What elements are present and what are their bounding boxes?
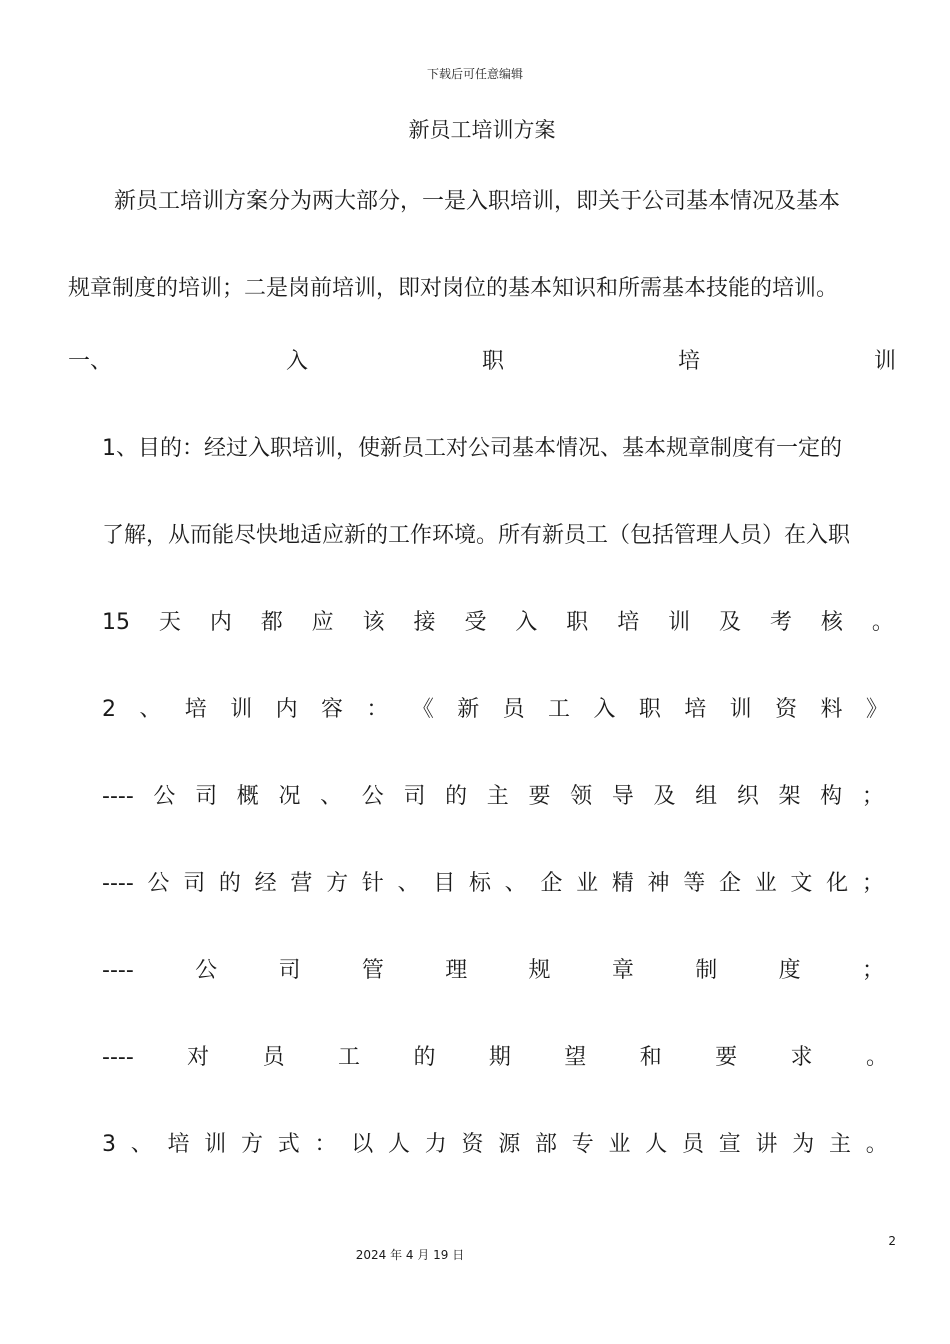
text-token: 接 bbox=[413, 610, 436, 635]
text-token: ； bbox=[861, 784, 884, 809]
text-token: 训 bbox=[729, 697, 752, 722]
text-token: ---- bbox=[102, 784, 134, 809]
text-token: 职 bbox=[566, 610, 589, 635]
purpose-line-2: 了解，从而能尽快地适应新的工作环境。所有新员工（包括管理人员）在入职 bbox=[102, 523, 851, 548]
text-token: 该 bbox=[362, 610, 385, 635]
text-token: 公 bbox=[147, 871, 170, 896]
text-token: 方 bbox=[240, 1132, 263, 1157]
content-bullet-1 bbox=[102, 779, 884, 815]
footer-date: 2024 年 4 月 19 日 bbox=[355, 1248, 465, 1262]
text-token: 业 bbox=[608, 1132, 631, 1157]
text-token: 构 bbox=[820, 784, 843, 809]
text-token: 主 bbox=[828, 1132, 851, 1157]
text-token: 核 bbox=[820, 610, 843, 635]
text-token: 3 bbox=[102, 1132, 116, 1157]
text-token: 容 bbox=[321, 697, 344, 722]
text-token: 训 bbox=[668, 610, 691, 635]
text-token: 职 bbox=[481, 349, 504, 374]
text-token: 司 bbox=[403, 784, 426, 809]
text-token: 方 bbox=[326, 871, 349, 896]
text-token: 应 bbox=[311, 610, 334, 635]
intro-line-1: 新员工培训方案分为两大部分，一是入职培训，即关于公司基本情况及基本 bbox=[114, 189, 841, 214]
text-token: 企 bbox=[718, 871, 741, 896]
text-token: 业 bbox=[576, 871, 599, 896]
text-token: 章 bbox=[611, 958, 634, 983]
text-token: 、 bbox=[139, 697, 162, 722]
text-token: 料 bbox=[820, 697, 843, 722]
document-title: 新员工培训方案 bbox=[408, 118, 556, 142]
text-token: 等 bbox=[683, 871, 706, 896]
text-token: 资 bbox=[461, 1132, 484, 1157]
text-token: 内 bbox=[209, 610, 232, 635]
text-token: 、 bbox=[130, 1132, 153, 1157]
text-token: 员 bbox=[262, 1045, 285, 1070]
text-token: 神 bbox=[647, 871, 670, 896]
text-token: 培 bbox=[167, 1132, 190, 1157]
text-token: 针 bbox=[361, 871, 384, 896]
text-token: 主 bbox=[486, 784, 509, 809]
text-token: 司 bbox=[195, 784, 218, 809]
text-token: 人 bbox=[387, 1132, 410, 1157]
text-token: 培 bbox=[684, 697, 707, 722]
text-token: ： bbox=[366, 697, 389, 722]
page-number: 2 bbox=[888, 1234, 896, 1248]
text-token: 对 bbox=[187, 1045, 210, 1070]
text-token: 经 bbox=[254, 871, 277, 896]
text-token: 一、 bbox=[68, 349, 113, 374]
text-token: 企 bbox=[540, 871, 563, 896]
text-token: ； bbox=[861, 871, 884, 896]
content-bullet-2 bbox=[102, 866, 884, 902]
text-token: 公 bbox=[195, 958, 218, 983]
text-token: 导 bbox=[611, 784, 634, 809]
text-token: 入 bbox=[515, 610, 538, 635]
text-token: ； bbox=[861, 958, 884, 983]
content-bullet-4 bbox=[102, 1040, 888, 1076]
text-token: 理 bbox=[445, 958, 468, 983]
text-token: 要 bbox=[715, 1045, 738, 1070]
text-token: 架 bbox=[778, 784, 801, 809]
text-token: 培 bbox=[677, 349, 700, 374]
text-token: 源 bbox=[498, 1132, 521, 1157]
text-token: 训 bbox=[873, 349, 896, 374]
text-token: 化 bbox=[826, 871, 849, 896]
text-token: 工 bbox=[338, 1045, 361, 1070]
text-token: 培 bbox=[617, 610, 640, 635]
text-token: 资 bbox=[775, 697, 798, 722]
text-token: 的 bbox=[413, 1045, 436, 1070]
text-token: 宣 bbox=[718, 1132, 741, 1157]
text-token: 标 bbox=[468, 871, 491, 896]
text-token: 入 bbox=[593, 697, 616, 722]
content-bullet-3 bbox=[102, 953, 884, 989]
text-token: 、 bbox=[320, 784, 343, 809]
text-token: 15 bbox=[102, 610, 130, 635]
text-token: ---- bbox=[102, 871, 134, 896]
text-token: 专 bbox=[571, 1132, 594, 1157]
text-token: 营 bbox=[290, 871, 313, 896]
text-token: 训 bbox=[204, 1132, 227, 1157]
text-token: 要 bbox=[528, 784, 551, 809]
text-token: 天 bbox=[158, 610, 181, 635]
text-token: 的 bbox=[445, 784, 468, 809]
page-header: 下载后可任意编辑 bbox=[426, 67, 523, 81]
text-token: 精 bbox=[611, 871, 634, 896]
text-token: 力 bbox=[424, 1132, 447, 1157]
text-token: 目 bbox=[433, 871, 456, 896]
text-token: 培 bbox=[184, 697, 207, 722]
text-token: ： bbox=[314, 1132, 337, 1157]
text-token: 以 bbox=[351, 1132, 374, 1157]
text-token: 公 bbox=[153, 784, 176, 809]
text-token: 入 bbox=[285, 349, 308, 374]
text-token: 及 bbox=[653, 784, 676, 809]
text-token: 织 bbox=[736, 784, 759, 809]
text-token: 。 bbox=[871, 610, 894, 635]
text-token: 望 bbox=[564, 1045, 587, 1070]
section-heading bbox=[68, 344, 896, 380]
text-token: 。 bbox=[865, 1045, 888, 1070]
text-token: 文 bbox=[790, 871, 813, 896]
text-token: 组 bbox=[695, 784, 718, 809]
text-token: 新 bbox=[457, 697, 480, 722]
text-token: 讲 bbox=[755, 1132, 778, 1157]
method-line bbox=[102, 1127, 888, 1163]
text-token: 2 bbox=[102, 697, 116, 722]
text-token: ---- bbox=[102, 958, 134, 983]
text-token: 制 bbox=[695, 958, 718, 983]
purpose-line-3 bbox=[102, 605, 894, 641]
text-token: 业 bbox=[754, 871, 777, 896]
text-token: 式 bbox=[277, 1132, 300, 1157]
text-token: 及 bbox=[719, 610, 742, 635]
text-token: 人 bbox=[645, 1132, 668, 1157]
text-token: 规 bbox=[528, 958, 551, 983]
text-token: 、 bbox=[504, 871, 527, 896]
text-token: 的 bbox=[218, 871, 241, 896]
text-token: 求 bbox=[790, 1045, 813, 1070]
text-token: 司 bbox=[278, 958, 301, 983]
text-token: 管 bbox=[361, 958, 384, 983]
text-token: 员 bbox=[502, 697, 525, 722]
text-token: 职 bbox=[638, 697, 661, 722]
text-token: 内 bbox=[275, 697, 298, 722]
text-token: 受 bbox=[464, 610, 487, 635]
text-token: 训 bbox=[230, 697, 253, 722]
text-token: 司 bbox=[183, 871, 206, 896]
purpose-line-1: 1、目的：经过入职培训，使新员工对公司基本情况、基本规章制度有一定的 bbox=[102, 436, 842, 461]
text-token: 工 bbox=[548, 697, 571, 722]
text-token: 》 bbox=[865, 697, 888, 722]
text-token: 公 bbox=[361, 784, 384, 809]
text-token: 。 bbox=[865, 1132, 888, 1157]
text-token: 、 bbox=[397, 871, 420, 896]
text-token: 和 bbox=[639, 1045, 662, 1070]
text-token: 况 bbox=[278, 784, 301, 809]
content-heading bbox=[102, 692, 888, 728]
text-token: 部 bbox=[534, 1132, 557, 1157]
text-token: 期 bbox=[488, 1045, 511, 1070]
text-token: 度 bbox=[778, 958, 801, 983]
text-token: ---- bbox=[102, 1045, 134, 1070]
intro-line-2: 规章制度的培训；二是岗前培训，即对岗位的基本知识和所需基本技能的培训。 bbox=[68, 276, 839, 301]
text-token: 为 bbox=[792, 1132, 815, 1157]
text-token: 员 bbox=[681, 1132, 704, 1157]
text-token: 《 bbox=[411, 697, 434, 722]
text-token: 考 bbox=[769, 610, 792, 635]
text-token: 概 bbox=[236, 784, 259, 809]
text-token: 领 bbox=[570, 784, 593, 809]
text-token: 都 bbox=[260, 610, 283, 635]
